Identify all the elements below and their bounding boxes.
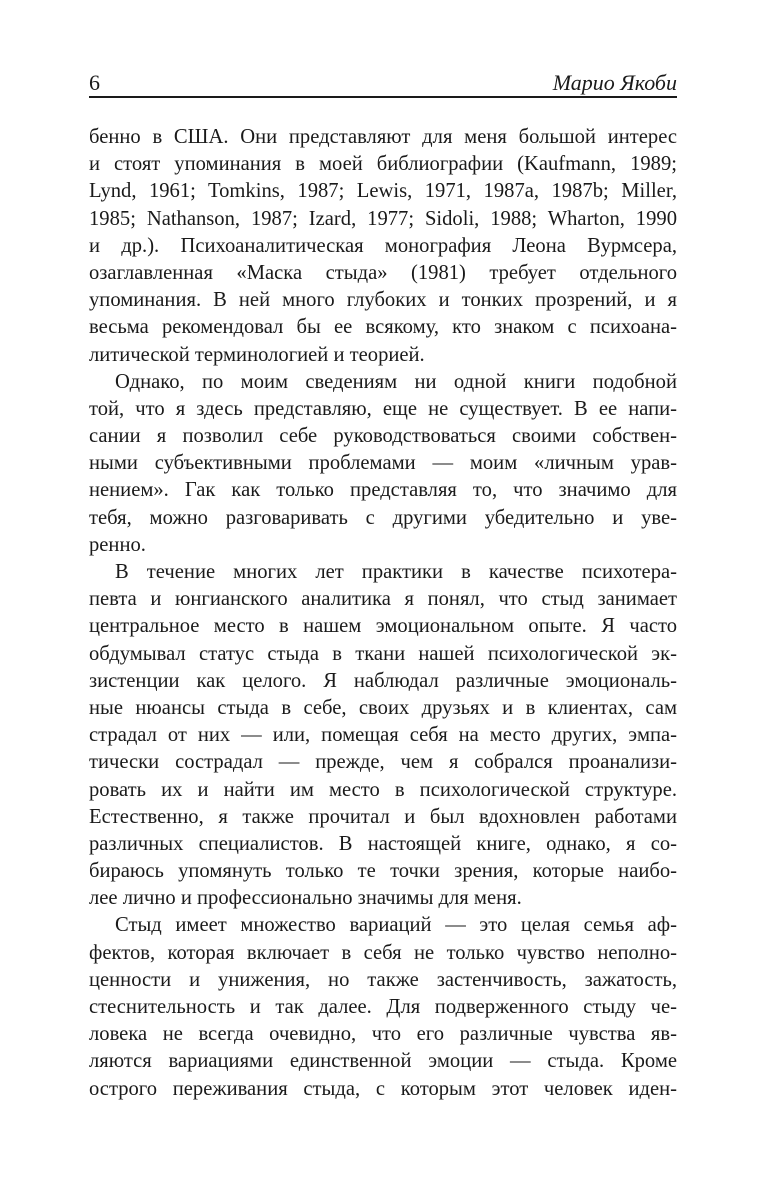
- text-line: ровать их и найти им место в психологической структуре.: [89, 778, 677, 801]
- page-number: 6: [89, 70, 100, 95]
- text-line: певта и юнгианского аналитика я понял, что стыд занимает: [89, 588, 677, 611]
- text-line: и стоят упоминания в моей библиографии (Kaufmann, 1989;: [89, 153, 677, 176]
- text-line: фектов, которая включает в себя не только чувство неполно-: [89, 941, 677, 964]
- text-line: стеснительность и так далее. Для подверженного стыду че-: [89, 996, 677, 1018]
- text-line: Естественно, я также прочитал и был вдохновлен работами: [89, 805, 677, 828]
- text-line: литической терминологией и теорией.: [89, 343, 425, 366]
- text-line: ловека не всегда очевидно, что его различные чувства яв-: [89, 1023, 677, 1046]
- text-line: той, что я здесь представляю, еще не существует. В ее напи-: [89, 397, 677, 420]
- text-line: тебя, можно разговаривать с другими убедительно и уве-: [89, 506, 677, 529]
- text-line: различных специалистов. В настоящей книге, однако, я со-: [89, 832, 677, 855]
- text-line: нением». Гак как только представляя то, что значимо для: [89, 479, 677, 502]
- text-line: обдумывал статус стыда в ткани нашей психологической эк-: [89, 642, 677, 665]
- text-line: ные нюансы стыда в себе, своих друзьях и в клиентах, сам: [89, 696, 677, 719]
- text-line: и др.). Психоаналитическая монография Леона Вурмсера,: [89, 234, 677, 257]
- paragraph: [89, 124, 677, 369]
- paragraph: [89, 559, 677, 912]
- text-line: ляются вариациями единственной эмоции — стыда. Кроме: [89, 1050, 677, 1073]
- paragraph: [89, 369, 677, 559]
- text-line: Стыд имеет множество вариаций — это целая семья аф-: [115, 914, 677, 937]
- text-line: зистенции как целого. Я наблюдал различные эмоциональ-: [89, 669, 677, 692]
- text-line: тически сострадал — прежде, чем я собрался проанализи-: [89, 751, 677, 774]
- page-header: [89, 66, 677, 98]
- text-line: озаглавленная «Маска стыда» (1981) требует отдельного: [89, 261, 677, 284]
- text-line: весьма рекомендовал бы ее всякому, кто знаком с психоана-: [89, 316, 677, 339]
- text-line: упоминания. В ней много глубоких и тонких прозрений, и я: [89, 289, 677, 312]
- paragraph: [89, 912, 677, 1102]
- text-line: ными субъективными проблемами — моим «личным урав-: [89, 452, 677, 475]
- text-line: лее лично и профессионально значимы для меня.: [89, 887, 522, 910]
- text-line: ренно.: [89, 533, 146, 556]
- text-line: ценности и унижения, но также застенчивость, зажатость,: [89, 968, 677, 991]
- body-text: [89, 124, 677, 1103]
- running-head-author: Марио Якоби: [552, 70, 677, 95]
- text-line: бенно в США. Они представляют для меня большой интерес: [89, 126, 677, 148]
- text-line: В течение многих лет практики в качестве психотера-: [115, 561, 677, 583]
- text-line: 1985; Nathanson, 1987; Izard, 1977; Sidoli, 1988; Wharton, 1990: [89, 207, 677, 230]
- text-line: Однако, по моим сведениям ни одной книги подобной: [115, 370, 677, 393]
- text-line: Lynd, 1961; Tomkins, 1987; Lewis, 1971, 1987a, 1987b; Miller,: [89, 180, 677, 203]
- text-line: острого переживания стыда, с которым этот человек иден-: [89, 1077, 677, 1100]
- text-line: центральное место в нашем эмоциональном опыте. Я часто: [89, 615, 677, 638]
- text-line: бираюсь упомянуть только те точки зрения, которые наибо-: [89, 860, 677, 883]
- text-line: сании я позволил себе руководствоваться своими собствен-: [89, 425, 677, 448]
- text-line: страдал от них — или, помещая себя на место других, эмпа-: [89, 724, 677, 747]
